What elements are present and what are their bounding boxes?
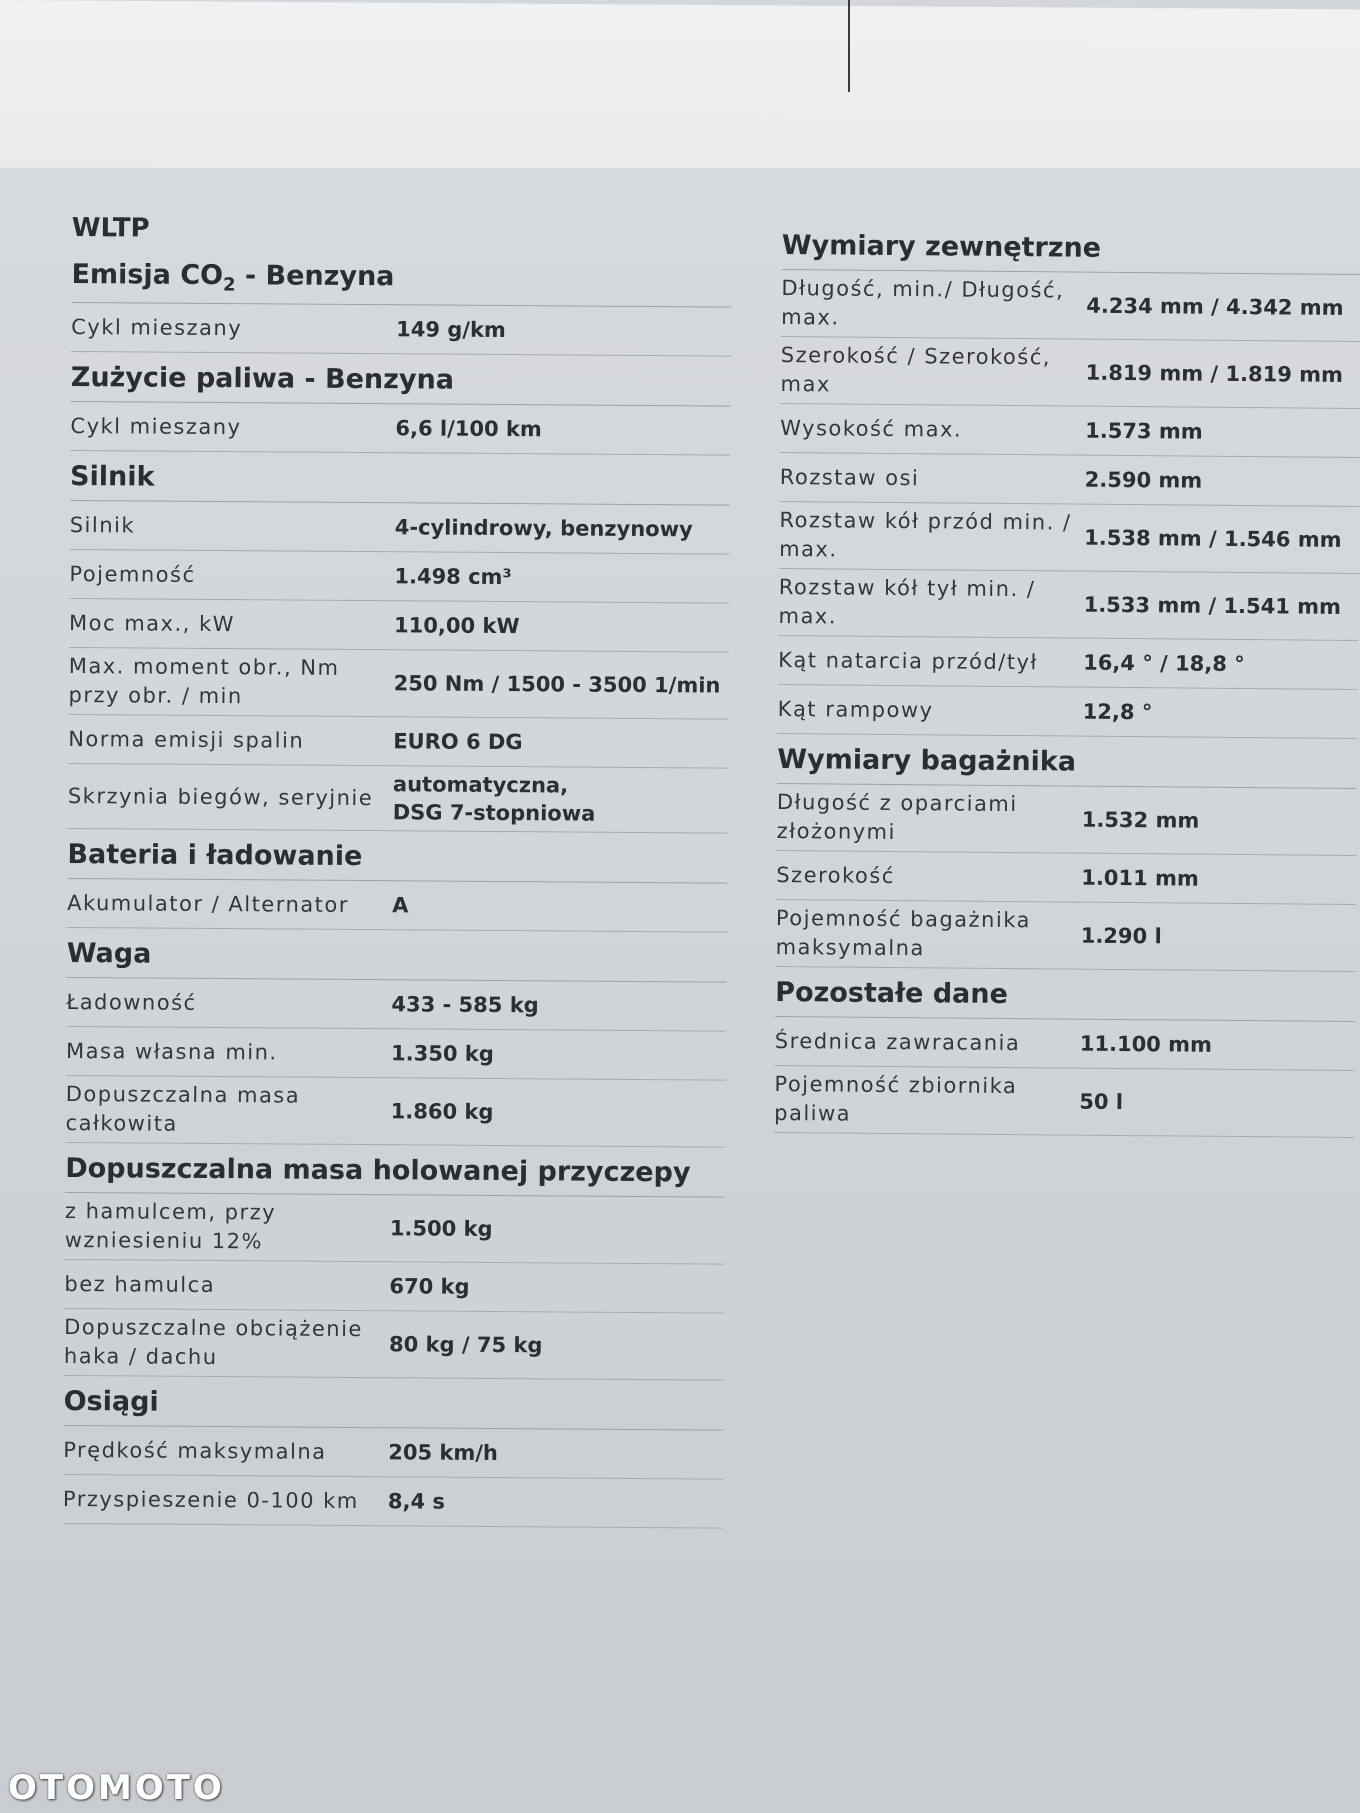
spec-row (779, 502, 1360, 574)
spec-value: automatyczna, DSG 7-stopniowa (392, 772, 596, 827)
wltp-label: WLTP (71, 212, 150, 244)
spec-value: 1.350 kg (390, 1041, 494, 1067)
left-column (63, 205, 732, 1529)
section-wymiary-title: Wymiary zewnętrzne (782, 220, 1360, 275)
right-column (774, 220, 1360, 1138)
spec-label: Max. moment obr., Nm przy obr. / min (68, 654, 340, 709)
spec-row (70, 402, 730, 456)
spec-row (71, 303, 731, 357)
spec-row (775, 900, 1356, 972)
spec-label: Pojemność bagażnika maksymalna (775, 905, 1032, 961)
spec-row (70, 501, 730, 555)
spec-value: 50 l (1079, 1089, 1124, 1115)
section-bateria-title: Bateria i ładowanie (67, 829, 727, 884)
spec-row (778, 569, 1359, 641)
spec-label: Rozstaw osi (779, 464, 920, 490)
spec-label: Akumulator / Alternator (67, 890, 350, 917)
spec-value: A (392, 893, 409, 918)
spec-value: 4.234 mm / 4.342 mm (1086, 293, 1344, 320)
spec-value: 6,6 l/100 km (395, 416, 542, 442)
spec-label: z hamulcem, przy wzniesieniu 12% (64, 1199, 277, 1254)
spec-row (64, 1260, 724, 1314)
spec-row (65, 1076, 725, 1148)
spec-row (68, 764, 728, 834)
spec-row (64, 1309, 724, 1381)
spec-label: Szerokość / Szerokość, max (780, 342, 1052, 397)
spec-label: Cykl mieszany (70, 413, 242, 440)
spec-label: bez hamulca (64, 1271, 216, 1297)
spec-row (775, 1017, 1355, 1071)
spec-value: 80 kg / 75 kg (388, 1332, 543, 1358)
spec-row (68, 648, 728, 720)
spec-label: Cykl mieszany (71, 314, 243, 341)
spec-label: Dopuszczalne obciążenie haka / dachu (63, 1315, 363, 1370)
spec-row (778, 685, 1358, 739)
spec-row (69, 550, 729, 604)
spec-row (63, 1426, 723, 1480)
otomoto-watermark: OTOMOTO (8, 1768, 225, 1808)
spec-value: 4-cylindrowy, benzynowy (394, 515, 693, 542)
spec-row (68, 715, 728, 769)
spec-label: Przyspieszenie 0-100 km (62, 1486, 359, 1513)
spec-label: Szerokość (776, 862, 895, 888)
spec-row (776, 784, 1357, 856)
spec-value: 1.860 kg (390, 1099, 494, 1125)
spec-label: Moc max., kW (68, 610, 236, 637)
spec-label: Silnik (69, 512, 136, 538)
spec-value: 1.573 mm (1085, 418, 1203, 444)
spec-value: 1.011 mm (1081, 865, 1199, 891)
spec-value: 11.100 mm (1079, 1031, 1213, 1057)
spec-label: Norma emisji spalin (68, 726, 305, 753)
spec-value: 1.819 mm / 1.819 mm (1085, 360, 1344, 387)
spec-value: 205 km/h (388, 1440, 499, 1466)
spec-row (63, 1475, 723, 1529)
spec-value: 1.500 kg (389, 1216, 493, 1242)
section-silnik-title: Silnik (70, 451, 730, 506)
spec-row (67, 879, 727, 933)
spec-row (66, 978, 726, 1032)
spec-row (780, 404, 1360, 458)
spec-label: Kąt rampowy (777, 696, 934, 722)
spec-row (66, 1027, 726, 1081)
spec-label: Wysokość max. (780, 415, 963, 442)
spec-label: Długość z oparciami złożonymi (776, 789, 1018, 845)
section-emisja-title: Emisja $CO_2$ - Benzyna (71, 249, 731, 308)
spec-row (780, 337, 1360, 409)
spec-label: Prędkość maksymalna (63, 1437, 327, 1464)
spec-value: 1.532 mm (1081, 807, 1200, 833)
spec-label: Długość, min./ Długość, max. (781, 275, 1065, 330)
spec-label: Średnica zawracania (774, 1028, 1021, 1055)
spec-value: 8,4 s (387, 1489, 446, 1515)
spec-value: 250 Nm / 1500 - 3500 1/min (393, 671, 721, 698)
spec-row (778, 636, 1358, 690)
spec-row (781, 270, 1360, 342)
spec-row (69, 599, 729, 653)
spec-value: 433 - 585 kg (391, 992, 539, 1018)
spec-row (65, 1193, 725, 1265)
section-osiagi-title: Osiągi (63, 1376, 723, 1431)
section-zuzycie-title: Zużycie paliwa - Benzyna (71, 352, 731, 407)
spec-value: 1.533 mm / 1.541 mm (1083, 592, 1342, 619)
spec-value: 16,4 ° / 18,8 ° (1083, 650, 1245, 677)
section-pozostale-title: Pozostałe dane (775, 967, 1355, 1022)
spec-value: 2.590 mm (1084, 467, 1203, 493)
spec-value: 1.498 cm³ (394, 564, 512, 590)
top-paper (0, 0, 1360, 187)
section-holowanie-title: Dopuszczalna masa holowanej przyczepy (65, 1143, 725, 1198)
spec-row (774, 1066, 1355, 1138)
spec-label: Rozstaw kół tył min. / max. (778, 574, 1036, 629)
spec-label: Skrzynia biegów, seryjnie (67, 783, 374, 811)
spec-label: Pojemność (69, 561, 196, 587)
spec-value: 670 kg (389, 1274, 470, 1300)
spec-value: 1.290 l (1080, 923, 1162, 949)
section-waga-title: Waga (67, 928, 727, 983)
spec-row (780, 453, 1360, 507)
spec-row (776, 851, 1356, 905)
spec-label: Masa własna min. (66, 1038, 278, 1065)
spec-label: Pojemność zbiornika paliwa (774, 1071, 1018, 1126)
spec-value: EURO 6 DG (393, 729, 523, 755)
spec-value: 149 g/km (396, 317, 506, 343)
section-bagaznik-title: Wymiary bagażnika (777, 734, 1357, 789)
spec-value: 1.538 mm / 1.546 mm (1084, 525, 1342, 552)
divider-line (848, 0, 850, 92)
spec-value: 110,00 kW (393, 613, 520, 639)
spec-label: Kąt natarcia przód/tył (778, 647, 1039, 674)
spec-label: Rozstaw kół przód min. / max. (779, 507, 1072, 562)
spec-value: 12,8 ° (1082, 699, 1153, 725)
spec-label: Ładowność (66, 989, 197, 1015)
spec-label: Dopuszczalna masa całkowita (65, 1082, 301, 1137)
